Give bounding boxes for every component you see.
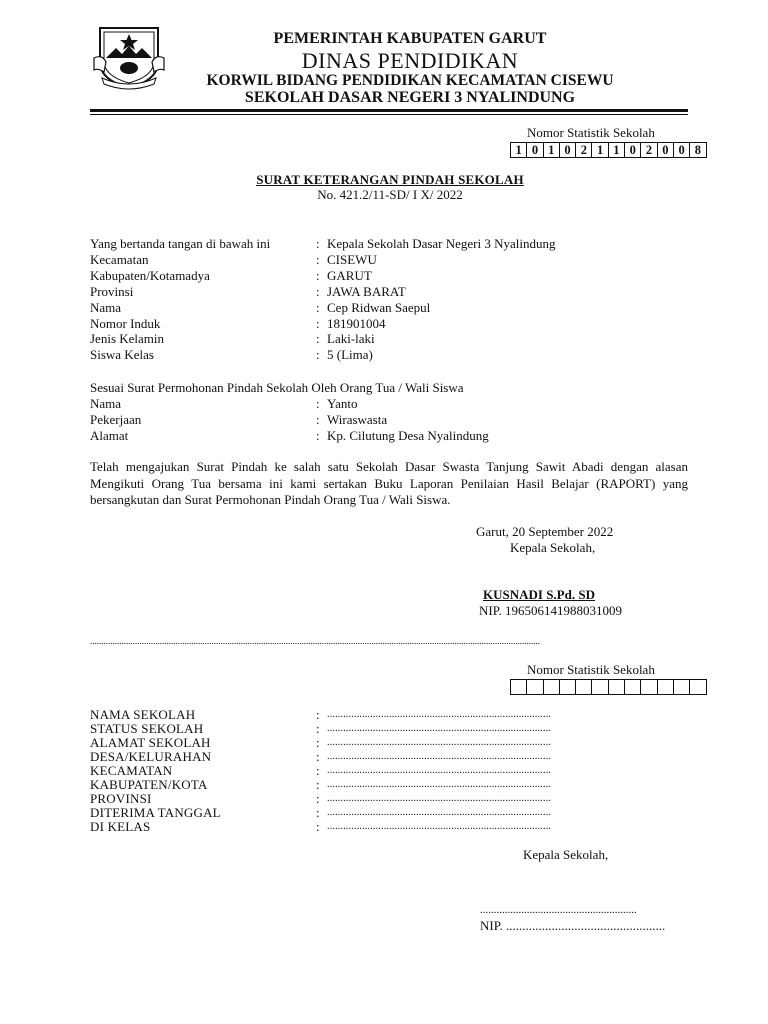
field-value: 5 (Lima): [327, 347, 373, 363]
field-label: Kabupaten/Kotamadya: [90, 267, 210, 283]
signatory-nip: NIP. 196506141988031009: [479, 603, 623, 618]
receiving-row: [90, 806, 690, 820]
nss-digit-box: [657, 679, 673, 695]
nss-digit-box: 0: [657, 142, 673, 158]
nss-digit-box: [673, 679, 689, 695]
nss-digit-box: 0: [559, 142, 575, 158]
field-value: Cep Ridwan Saepul: [327, 299, 431, 315]
field-colon: :: [316, 347, 320, 363]
field-colon: :: [316, 267, 320, 283]
receiving-row: [90, 792, 690, 806]
field-row: [90, 412, 690, 428]
surat-nomor: No. 421.2/11-SD/ I X/ 2022: [317, 187, 463, 202]
nss-digit-box: [608, 679, 624, 695]
receiving-label: DESA/KELURAHAN: [90, 749, 212, 764]
nss-digit-box: [510, 679, 526, 695]
nss-digit-box: 2: [640, 142, 656, 158]
receiving-label: DI KELAS: [90, 819, 151, 834]
nss-digit-box: 1: [591, 142, 607, 158]
receiving-colon: :: [316, 749, 320, 764]
field-colon: :: [316, 331, 320, 347]
field-colon: :: [316, 299, 320, 315]
field-colon: :: [316, 427, 320, 443]
field-colon: :: [316, 396, 320, 411]
kop-sekolah: SEKOLAH DASAR NEGERI 3 NYALINDUNG: [244, 89, 576, 106]
field-row: [90, 252, 690, 268]
receiving-label: DITERIMA TANGGAL: [90, 805, 221, 820]
bottom-signatory-name-line: .........................................................: [480, 904, 637, 916]
receiving-colon: :: [316, 735, 320, 750]
receiving-blank: ...................................................................................: [327, 709, 552, 720]
receiving-row: [90, 708, 690, 722]
field-row: [90, 300, 690, 316]
receiving-colon: :: [316, 763, 320, 778]
receiving-row: [90, 750, 690, 764]
field-value: CISEWU: [327, 251, 377, 267]
field-label: Kecamatan: [90, 251, 149, 267]
field-value: Yanto: [327, 396, 358, 411]
nss-digit-box: 0: [673, 142, 689, 158]
nss-boxes-bottom: [510, 679, 707, 695]
receiving-label: PROVINSI: [90, 791, 152, 806]
receiving-blank: ...................................................................................: [327, 793, 552, 804]
receiving-blank: ...................................................................................: [327, 723, 552, 734]
place-date: Garut, 20 September 2022: [476, 524, 614, 539]
field-row: [90, 284, 690, 300]
receiving-row: [90, 778, 690, 792]
nss-digit-box: 1: [608, 142, 624, 158]
nss-digit-box: 8: [689, 142, 706, 158]
nss-digit-box: [624, 679, 640, 695]
receiving-colon: :: [316, 707, 320, 722]
nss-digit-box: 1: [510, 142, 526, 158]
nss-digit-box: [640, 679, 656, 695]
field-value: Kp. Cilutung Desa Nyalindung: [327, 427, 489, 443]
nss-digit-box: 0: [526, 142, 542, 158]
bottom-signatory-nip: NIP. .................................................: [480, 918, 666, 933]
kop-dinas: DINAS PENDIDIKAN: [301, 48, 519, 73]
field-colon: :: [316, 283, 320, 299]
receiving-blank: ...................................................................................: [327, 807, 552, 818]
field-label: Pekerjaan: [90, 411, 142, 427]
bottom-signatory-position: Kepala Sekolah,: [523, 847, 609, 862]
receiving-row: [90, 820, 690, 834]
nss-digit-box: 0: [624, 142, 640, 158]
field-value: GARUT: [327, 267, 372, 283]
nss-digit-box: [575, 679, 591, 695]
nss-digit-box: 1: [543, 142, 559, 158]
nss-label-bottom: Nomor Statistik Sekolah: [527, 662, 655, 677]
field-colon: :: [316, 251, 320, 267]
receiving-blank: ...................................................................................: [327, 779, 552, 790]
field-row: [90, 347, 690, 363]
receiving-colon: :: [316, 721, 320, 736]
nss-boxes-top: [510, 142, 707, 158]
kop-korwil: KORWIL BIDANG PENDIDIKAN KECAMATAN CISEWU: [206, 72, 614, 89]
surat-title: SURAT KETERANGAN PINDAH SEKOLAH: [256, 172, 524, 187]
receiving-colon: :: [316, 791, 320, 806]
receiving-row: [90, 722, 690, 736]
nss-label-top: Nomor Statistik Sekolah: [527, 125, 655, 140]
receiving-row: [90, 736, 690, 750]
field-label: Alamat: [90, 427, 129, 443]
field-label: Siswa Kelas: [90, 347, 154, 363]
receiving-blank: ...................................................................................: [327, 751, 552, 762]
nss-digit-box: [689, 679, 706, 695]
field-row: [90, 236, 690, 252]
field-row: [90, 396, 690, 412]
field-row: [90, 268, 690, 284]
field-label: Jenis Kelamin: [90, 331, 165, 347]
field-colon: :: [316, 315, 320, 331]
field-row: [90, 331, 690, 347]
nss-digit-box: [559, 679, 575, 695]
field-label: Nama: [90, 299, 122, 315]
kop-pemerintah: PEMERINTAH KABUPATEN GARUT: [273, 30, 547, 47]
signatory-name: KUSNADI S.Pd. SD: [483, 587, 595, 602]
field-label: Nama: [90, 396, 122, 411]
nss-digit-box: [526, 679, 542, 695]
field-row: [90, 428, 690, 444]
receiving-label: NAMA SEKOLAH: [90, 707, 196, 722]
receiving-label: KECAMATAN: [90, 763, 173, 778]
receiving-blank: ...................................................................................: [327, 765, 552, 776]
field-label: Nomor Induk: [90, 315, 161, 331]
cut-separator: ........................................................................................................................................................................................................: [90, 636, 540, 646]
field-value: 181901004: [327, 315, 386, 331]
wali-intro: Sesuai Surat Permohonan Pindah Sekolah Oleh Orang Tua / Wali Siswa: [90, 380, 464, 395]
field-colon: :: [316, 236, 320, 251]
receiving-label: ALAMAT SEKOLAH: [90, 735, 211, 750]
signatory-position: Kepala Sekolah,: [510, 540, 596, 555]
nss-digit-box: [591, 679, 607, 695]
nss-digit-box: 2: [575, 142, 591, 158]
nss-digit-box: [543, 679, 559, 695]
field-value: JAWA BARAT: [327, 283, 406, 299]
receiving-blank: ...................................................................................: [327, 821, 552, 832]
receiving-colon: :: [316, 819, 320, 834]
field-value: Kepala Sekolah Dasar Negeri 3 Nyalindung: [327, 236, 556, 251]
field-value: Laki-laki: [327, 331, 375, 347]
receiving-colon: :: [316, 805, 320, 820]
receiving-row: [90, 764, 690, 778]
receiving-label: KABUPATEN/KOTA: [90, 777, 208, 792]
field-value: Wiraswasta: [327, 411, 388, 427]
field-colon: :: [316, 411, 320, 427]
kop-divider-thick: [90, 109, 688, 112]
body-paragraph: Telah mengajukan Surat Pindah ke salah satu Sekolah Dasar Swasta Tanjung Sawit Abadi dengan alasan Mengikuti Orang Tua bersama ini kami sertakan Buku Laporan Penilaian Hasil Belajar (RAPORT) yang bersangkutan dan Surat Permohonan Pindah Orang Tua / Wali Siswa.: [90, 459, 688, 507]
field-row: [90, 316, 690, 332]
receiving-colon: :: [316, 777, 320, 792]
kop-divider-thin: [90, 114, 688, 115]
receiving-label: STATUS SEKOLAH: [90, 721, 204, 736]
field-label: Yang bertanda tangan di bawah ini: [90, 236, 271, 251]
field-label: Provinsi: [90, 283, 134, 299]
receiving-blank: ...................................................................................: [327, 737, 552, 748]
